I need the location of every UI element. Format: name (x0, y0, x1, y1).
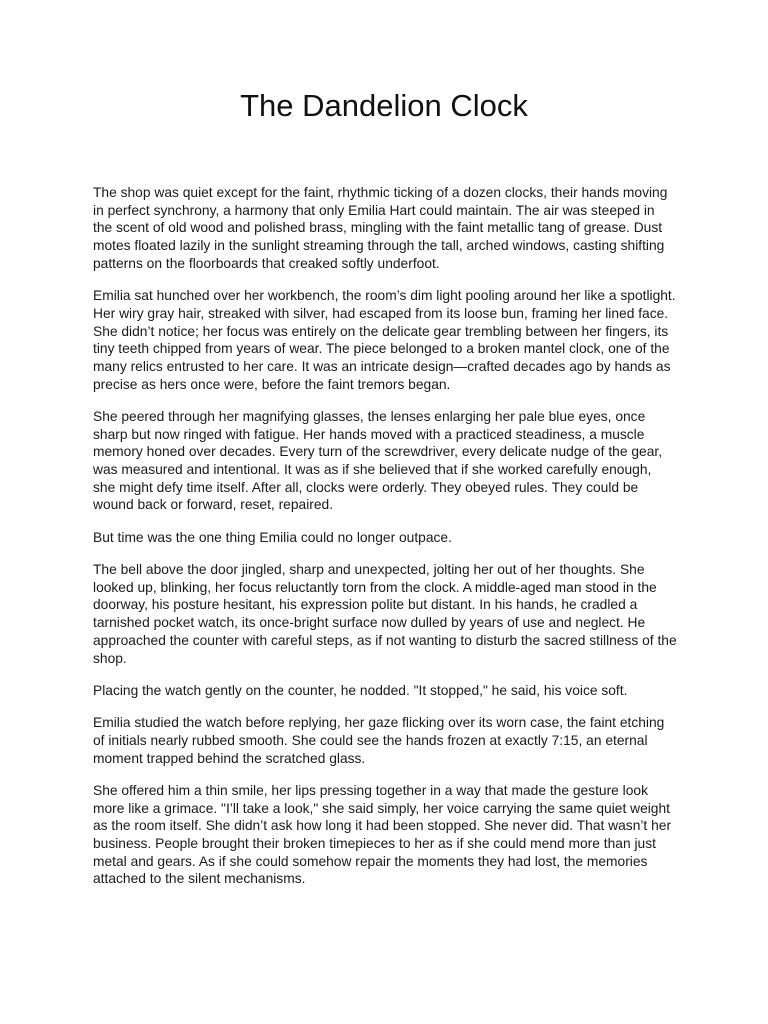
paragraph-6: Placing the watch gently on the counter, he nodded. "It stopped," he said, his voice soft. (93, 682, 628, 698)
paragraph-4: But time was the one thing Emilia could no longer outpace. (93, 529, 452, 545)
paragraph-1: The shop was quiet except for the faint, rhythmic ticking of a dozen clocks, their hands moving in perfect synchrony, a harmony that only Emilia Hart could maintain. The air was steeped in the scent of old wood and polished brass, mingling with the faint metallic tang of grease. Dust motes floated lazily in the sunlight streaming through the tall, arched windows, casting shifting patterns on the floorboards that creaked softly underfoot. (93, 185, 668, 271)
paragraph-3: She peered through her magnifying glasses, the lenses enlarging her pale blue eyes, once sharp but now ringed with fatigue. Her hands moved with a practiced steadiness, a muscle memory honed over decades. Every turn of the screwdriver, every delicate nudge of the gear, was measured and intentional. It was as if she believed that if she worked carefully enough, she might defy time itself. After all, clocks were orderly. They obeyed rules. They could be wound back or forward, reset, repaired. (93, 408, 663, 513)
document-title: The Dandelion Clock (240, 88, 528, 123)
paragraph-8: She offered him a thin smile, her lips pressing together in a way that made the gesture look more like a grimace. "I’ll take a look," she said simply, her voice carrying the same quiet weight as the room itself. She didn’t ask how long it had been stopped. She never did. That wasn’t her business. People brought their broken timepieces to her as if she could mend more than just metal and gears. As if she could somehow repair the moments they had lost, the memories attached to the silent mechanisms. (93, 782, 672, 887)
paragraph-7: Emilia studied the watch before replying, her gaze flicking over its worn case, the faint etching of initials nearly rubbed smooth. She could see the hands frozen at exactly 7:15, an eternal moment trapped behind the scratched glass. (93, 715, 665, 766)
paragraph-2: Emilia sat hunched over her workbench, the room’s dim light pooling around her like a spotlight. Her wiry gray hair, streaked with silver, had escaped from its loose bun, framing her lined face. She didn’t notice; her focus was entirely on the delicate gear trembling between her fingers, its tiny teeth chipped from years of wear. The piece belonged to a broken mantel clock, one of the many relics entrusted to her care. It was an intricate design—crafted decades ago by hands as precise as hers once were, before the faint tremors began. (93, 288, 676, 392)
story-body (93, 184, 677, 903)
paragraph-5: The bell above the door jingled, sharp and unexpected, jolting her out of her thoughts. She looked up, blinking, her focus reluctantly torn from the clock. A middle-aged man stood in the doorway, his posture hesitant, his expression polite but distant. In his hands, he cradled a tarnished pocket watch, its once-bright surface now dulled by years of use and neglect. He approached the counter with careful steps, as if not wanting to disturb the sacred stillness of the shop. (93, 562, 677, 666)
